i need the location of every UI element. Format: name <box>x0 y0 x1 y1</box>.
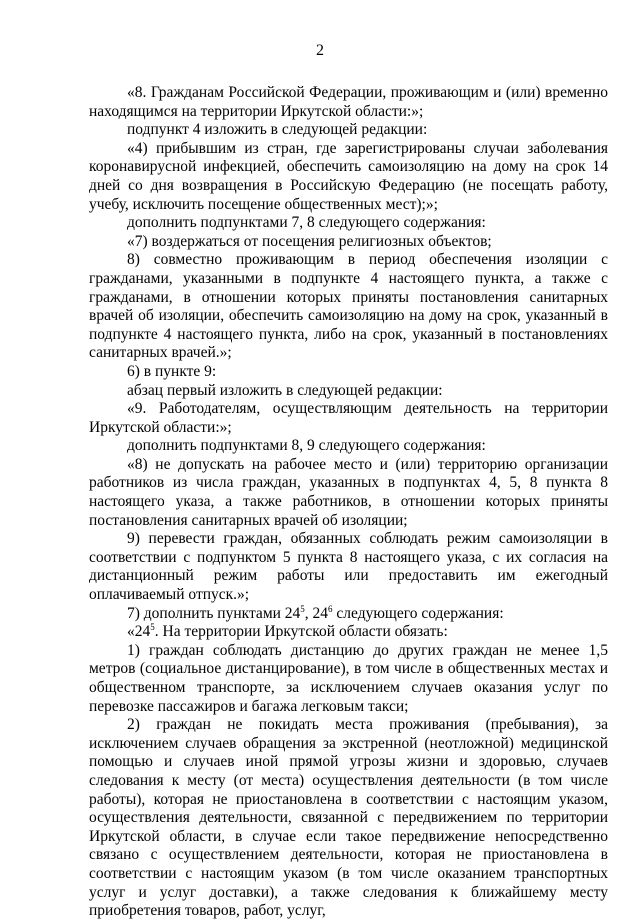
page-number: 2 <box>316 42 324 59</box>
item-7-text-mid: , 24 <box>304 604 329 622</box>
clause-24-5-text-post: . На территории Иркутской области обязать: <box>154 623 448 641</box>
paragraph-first-abzac: абзац первый изложить в следующей редакции: <box>127 381 443 399</box>
paragraph-employer-subclause-8: «8) не допускать на рабочее место и (или) территорию организации работников из числа граждан, указанных в подпунктах 4, 5, 8 пункта 8 настоящего указа, а также работников, в отношении которых приняты постановления санитарных врачей об изоляции; <box>89 455 608 529</box>
paragraph-item-7-add-clauses <box>89 605 608 624</box>
paragraph-subclause-7: «7) воздержаться от посещения религиозных объектов; <box>127 232 492 250</box>
paragraph-distancing: 1) граждан соблюдать дистанцию до других граждан не менее 1,5 метров (социальное дистанцирование), в том числе в общественных местах и общественном транспорте, за исключением случаев оказания услуг по перевозке пассажиров и багажа легковым такси; <box>89 641 608 715</box>
paragraph-subclause-4-intro: подпункт 4 изложить в следующей редакции: <box>127 121 428 139</box>
item-7-superscript-2: 6 <box>328 603 333 614</box>
paragraph-clause-9-employers: «9. Работодателям, осуществляющим деятельность на территории Иркутской области:»; <box>89 400 608 436</box>
paragraph-add-subclauses-7-8: дополнить подпунктами 7, 8 следующего содержания: <box>127 214 486 232</box>
paragraph-clause-24-5 <box>89 623 608 642</box>
paragraph-subclause-4-text: «4) прибывшим из стран, где зарегистрированы случаи заболевания коронавирусной инфекцией, обеспечить самоизоляцию на дому на срок 14 дней со дня возвращения в Российскую Федерацию (не посещать работу, учебу, исключить посещение общественных мест);»; <box>89 139 608 213</box>
paragraph-add-subclauses-8-9: дополнить подпунктами 8, 9 следующего содержания: <box>127 437 486 455</box>
paragraph-employer-subclause-9: 9) перевести граждан, обязанных соблюдать режим самоизоляции в соответствии с подпунктом 5 пункта 8 настоящего указа, с их согласия на дистанционный режим работы или предоставить им ежегодный оплачиваемый отпуск.»; <box>89 530 608 604</box>
document-body <box>89 84 608 921</box>
clause-24-5-superscript: 5 <box>150 622 155 633</box>
paragraph-subclause-8: 8) совместно проживающим в период обеспечения изоляции с гражданами, указанными в подпункте 4 настоящего пункта, а также с гражданами, в отношении которых приняты постановления санитарных врачей об изоляции, обеспечить самоизоляцию на дому на срок, указанный в подпункте 4 настоящего пункта, либо на срок, указанный в постановлениях санитарных врачей.»; <box>89 251 608 362</box>
clause-24-5-text-pre: «24 <box>127 623 151 641</box>
item-7-text-pre: 7) дополнить пунктами 24 <box>127 604 301 622</box>
item-7-text-post: следующего содержания: <box>332 604 504 622</box>
paragraph-clause-8-citizens: «8. Гражданам Российской Федерации, проживающим и (или) временно находящимся на территории Иркутской области:»; <box>89 84 608 120</box>
paragraph-item-6: 6) в пункте 9: <box>127 362 217 380</box>
item-7-superscript-1: 5 <box>300 603 305 614</box>
paragraph-stay-home: 2) граждан не покидать места проживания (пребывания), за исключением случаев обращения за экстренной (неотложной) медицинской помощью и случаев иной прямой угрозы жизни и здоровью, случаев следования к месту (от места) осуществления деятельности (в том числе работы), которая не приостановлена в соответствии с настоящим указом, осуществления деятельности, связанной с передвижением по территории Иркутской области, в случае если такое передвижение непосредственно связано с осуществлением деятельности, которая не приостановлена в соответствии с настоящим указом (в том числе оказанием транспортных услуг и услуг доставки), а также следования к ближайшему месту приобретения товаров, работ, услуг, <box>89 716 608 920</box>
